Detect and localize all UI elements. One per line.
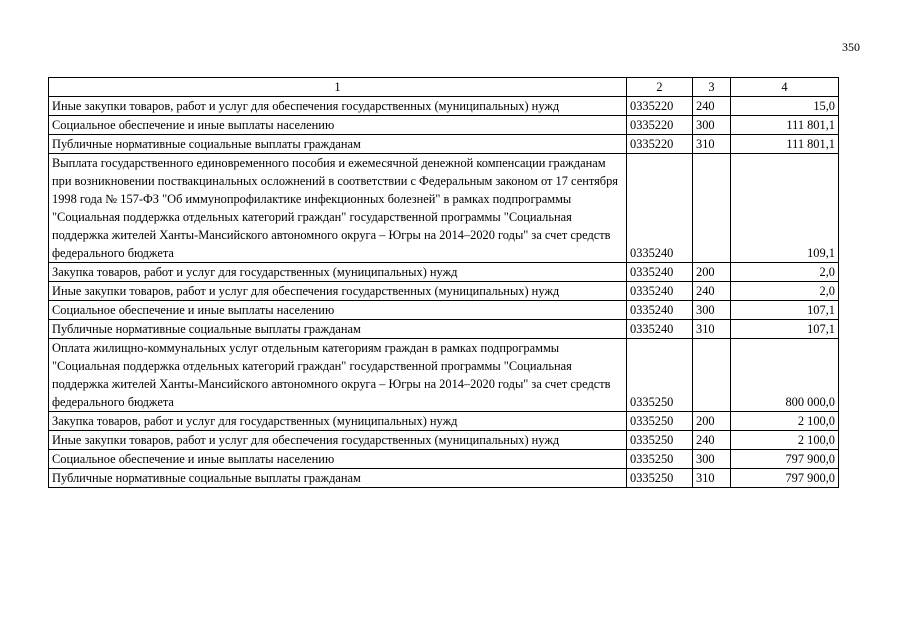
table-row [49,301,839,320]
table-row [49,154,839,263]
row-name-cell: Иные закупки товаров, работ и услуг для обеспечения государственных (муниципальных) нужд [49,282,627,301]
row-sum-cell: 800 000,0 [731,339,839,412]
row-type-cell [693,154,731,263]
row-type-cell: 240 [693,282,731,301]
page-number: 350 [842,40,860,54]
column-header-code: 2 [627,78,693,97]
row-type-cell: 200 [693,412,731,431]
row-name-cell: Социальное обеспечение и иные выплаты населению [49,116,627,135]
table-row [49,469,839,488]
table-row [49,320,839,339]
row-type-cell: 300 [693,450,731,469]
table-row [49,412,839,431]
row-name-cell: Закупка товаров, работ и услуг для государственных (муниципальных) нужд [49,263,627,282]
row-type-cell: 310 [693,135,731,154]
row-type-cell: 310 [693,320,731,339]
row-sum-cell: 109,1 [731,154,839,263]
row-code-cell: 0335240 [627,282,693,301]
row-name-cell: Иные закупки товаров, работ и услуг для обеспечения государственных (муниципальных) нужд [49,97,627,116]
row-code-cell: 0335250 [627,431,693,450]
row-name-cell: Выплата государственного единовременного пособия и ежемесячной денежной компенсации гражданам при возникновении поствакцинальных осложнений в соответствии с Федеральным законом от 17 сентября 1998 года № 157-ФЗ "Об иммунопрофилактике инфекционных болезней" в рамках подпрограммы "Социальная поддержка отдельных категорий граждан" государственной программы "Социальная поддержка жителей Ханты-Мансийского автономного округа – Югры на 2014–2020 годы" за счет средств федерального бюджета [49,154,627,263]
column-header-type: 3 [693,78,731,97]
row-type-cell: 310 [693,469,731,488]
row-name-cell: Публичные нормативные социальные выплаты гражданам [49,320,627,339]
row-sum-cell: 797 900,0 [731,450,839,469]
row-type-cell: 240 [693,97,731,116]
table-row [49,431,839,450]
row-sum-cell: 2,0 [731,282,839,301]
row-code-cell: 0335250 [627,339,693,412]
row-type-cell [693,339,731,412]
row-sum-cell: 2 100,0 [731,412,839,431]
row-name-cell: Закупка товаров, работ и услуг для государственных (муниципальных) нужд [49,412,627,431]
table-row [49,282,839,301]
row-sum-cell: 2 100,0 [731,431,839,450]
row-code-cell: 0335240 [627,301,693,320]
row-type-cell: 300 [693,301,731,320]
budget-table [48,77,839,488]
row-code-cell: 0335240 [627,263,693,282]
table-body [49,97,839,488]
table-row [49,135,839,154]
row-code-cell: 0335250 [627,450,693,469]
row-name-cell: Публичные нормативные социальные выплаты гражданам [49,469,627,488]
table-row [49,263,839,282]
row-sum-cell: 2,0 [731,263,839,282]
table-row [49,116,839,135]
column-header-sum: 4 [731,78,839,97]
row-code-cell: 0335240 [627,320,693,339]
row-name-cell: Оплата жилищно-коммунальных услуг отдельным категориям граждан в рамках подпрограммы "Социальная поддержка отдельных категорий граждан" государственной программы "Социальная поддержка жителей Ханты-Мансийского автономного округа – Югры на 2014–2020 годы" за счет средств федерального бюджета [49,339,627,412]
column-header-name: 1 [49,78,627,97]
row-code-cell: 0335220 [627,116,693,135]
row-type-cell: 200 [693,263,731,282]
row-code-cell: 0335220 [627,135,693,154]
row-type-cell: 300 [693,116,731,135]
row-name-cell: Социальное обеспечение и иные выплаты населению [49,301,627,320]
row-type-cell: 240 [693,431,731,450]
table-row [49,97,839,116]
row-name-cell: Социальное обеспечение и иные выплаты населению [49,450,627,469]
row-name-cell: Публичные нормативные социальные выплаты гражданам [49,135,627,154]
row-name-cell: Иные закупки товаров, работ и услуг для обеспечения государственных (муниципальных) нужд [49,431,627,450]
row-code-cell: 0335250 [627,469,693,488]
table-row [49,339,839,412]
row-sum-cell: 797 900,0 [731,469,839,488]
row-code-cell: 0335240 [627,154,693,263]
row-sum-cell: 107,1 [731,320,839,339]
row-sum-cell: 15,0 [731,97,839,116]
row-sum-cell: 111 801,1 [731,116,839,135]
row-code-cell: 0335220 [627,97,693,116]
row-code-cell: 0335250 [627,412,693,431]
table-header-row [49,78,839,97]
row-sum-cell: 111 801,1 [731,135,839,154]
row-sum-cell: 107,1 [731,301,839,320]
table-row [49,450,839,469]
